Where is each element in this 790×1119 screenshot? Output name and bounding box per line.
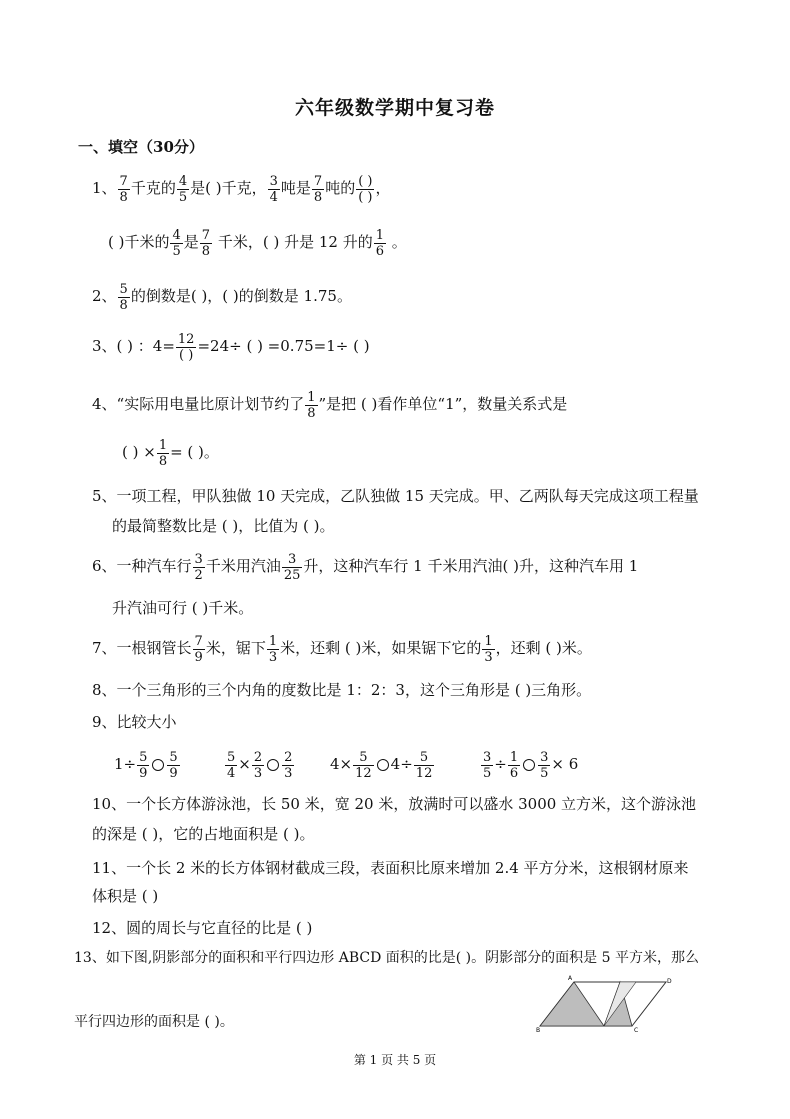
denominator: 9 <box>194 649 203 665</box>
numerator: 12 <box>177 331 195 347</box>
vertex-label-c: C <box>634 1027 639 1034</box>
compare-circle[interactable] <box>267 759 279 771</box>
vertex-label-a: A <box>568 975 573 982</box>
numerator: 7 <box>119 173 128 189</box>
text: 7、一根钢管长 <box>92 639 192 657</box>
fraction <box>374 228 386 259</box>
text: = ( )。 <box>170 443 219 461</box>
fraction <box>118 282 130 313</box>
comparison-2 <box>224 744 295 784</box>
numerator: 7 <box>194 633 203 649</box>
denominator: 9 <box>169 765 178 781</box>
q-number: 2、 <box>92 287 117 305</box>
text: 是 <box>183 233 199 251</box>
fraction <box>193 634 205 665</box>
vertex-label-d: D <box>667 978 672 985</box>
compare-circle[interactable] <box>377 759 389 771</box>
denominator: 8 <box>119 189 128 205</box>
question-8: 8、一个三角形的三个内角的度数比是 1：2：3，这个三角形是 ( )三角形。 <box>92 681 592 699</box>
question-12: 12、圆的周长与它直径的比是 ( ) <box>92 919 313 937</box>
denominator: 5 <box>172 243 181 259</box>
text: 是( )千克， <box>190 179 267 197</box>
numerator: ( ) <box>358 173 373 189</box>
denominator: ( ) <box>358 189 373 205</box>
question-3 <box>92 326 370 366</box>
page-title: 六年级数学期中复习卷 <box>294 97 495 119</box>
comparison-3 <box>330 744 435 784</box>
numerator: 3 <box>282 552 303 568</box>
fraction <box>118 174 130 205</box>
fraction <box>508 750 520 781</box>
question-5-line-2: 的最简整数比是 ( )，比值为 ( )。 <box>112 517 335 535</box>
fraction <box>356 174 374 205</box>
fraction <box>481 750 493 781</box>
denominator: 8 <box>201 243 211 259</box>
question-10-line-2: 的深是 ( )，它的占地面积是 ( )。 <box>92 825 315 843</box>
question-1-line-2 <box>108 222 407 262</box>
denominator: 4 <box>227 765 236 781</box>
question-4-line-2 <box>122 432 219 472</box>
fraction <box>538 750 550 781</box>
denominator: 3 <box>484 649 493 665</box>
numerator: 5 <box>227 749 236 765</box>
text: × <box>238 755 251 773</box>
fraction <box>312 174 324 205</box>
denominator: 3 <box>268 649 278 665</box>
numerator: 5 <box>353 750 374 766</box>
text: ，还剩 ( )米。 <box>495 639 592 657</box>
question-9-title: 9、比较大小 <box>92 713 177 731</box>
text: 千克的 <box>130 179 176 197</box>
shaded-triangle-1 <box>540 982 604 1026</box>
text: 升，这种汽车行 1 千米用汽油( )升，这种汽车用 1 <box>303 557 639 575</box>
numerator: 3 <box>269 173 278 189</box>
numerator: 2 <box>284 749 293 765</box>
denominator: ( ) <box>179 347 194 363</box>
fraction <box>252 750 264 781</box>
fraction <box>482 634 494 665</box>
question-13-line-1: 13、如下图,阴影部分的面积和平行四边形 ABCD 面积的比是( )。阴影部分的面积是 5 平方米，那么 <box>74 950 699 966</box>
denominator: 9 <box>139 765 148 781</box>
question-11-line-1: 11、一个长 2 米的长方体钢材截成三段，表面积比原来增加 2.4 平方分米，这根钢材原来 <box>92 859 689 877</box>
denominator: 8 <box>307 405 316 421</box>
question-10-line-1: 10、一个长方体游泳池，长 50 米，宽 20 米，放满时可以盛水 3000 立方米，这个游泳池 <box>92 795 697 813</box>
numerator: 1 <box>268 633 278 649</box>
numerator: 5 <box>169 749 178 765</box>
question-7 <box>92 628 592 668</box>
text: × 6 <box>551 755 579 773</box>
numerator: 3 <box>194 551 203 567</box>
parallelogram-figure <box>536 974 676 1034</box>
numerator: 1 <box>375 227 384 243</box>
question-4-line-1 <box>92 384 567 424</box>
numerator: 1 <box>307 389 316 405</box>
question-5-line-1: 5、一项工程，甲队独做 10 天完成，乙队独做 15 天完成。甲、乙两队每天完成这项工程量 <box>92 487 699 505</box>
text: 千米，( ) 升是 12 升的 <box>213 233 373 251</box>
denominator: 5 <box>178 189 188 205</box>
fraction <box>353 750 374 781</box>
text: 4× <box>330 755 353 773</box>
text: 吨的 <box>325 179 356 197</box>
denominator: 3 <box>284 765 293 781</box>
compare-circle[interactable] <box>523 759 535 771</box>
fraction <box>177 174 189 205</box>
numerator: 3 <box>540 749 549 765</box>
fraction <box>414 750 435 781</box>
numerator: 2 <box>253 749 263 765</box>
fraction <box>157 438 169 469</box>
numerator: 7 <box>313 173 323 189</box>
question-6-line-2: 升汽油可行 ( )千米。 <box>112 599 254 617</box>
denominator: 12 <box>355 765 372 781</box>
fraction <box>137 750 149 781</box>
numerator: 3 <box>483 749 492 765</box>
comparison-1 <box>114 744 181 784</box>
fraction <box>282 750 294 781</box>
text: 米，还剩 ( )米，如果锯下它的 <box>280 639 482 657</box>
comparison-4 <box>480 744 578 784</box>
numerator: 5 <box>139 749 148 765</box>
fraction <box>268 174 280 205</box>
numerator: 7 <box>201 227 211 243</box>
text: 4、“实际用电量比原计划节约了 <box>92 395 305 413</box>
numerator: 4 <box>172 227 181 243</box>
text: ”是把 ( )看作单位“1”，数量关系式是 <box>318 395 568 413</box>
text: 1÷ <box>114 755 137 773</box>
text: ÷ <box>494 755 507 773</box>
fraction <box>170 228 182 259</box>
fraction <box>200 228 212 259</box>
section-heading: 一、填空（30分） <box>78 138 204 156</box>
denominator: 8 <box>158 453 168 469</box>
denominator: 6 <box>509 765 519 781</box>
fraction <box>193 552 205 583</box>
numerator: 1 <box>484 633 493 649</box>
denominator: 6 <box>375 243 384 259</box>
text: 3、( ) ：4= <box>92 337 175 355</box>
page-footer: 第 1 页 共 5 页 <box>353 1053 437 1067</box>
text: ( )千米的 <box>108 233 170 251</box>
numerator: 5 <box>414 750 435 766</box>
text: 千米用汽油 <box>205 557 281 575</box>
fraction <box>176 332 197 363</box>
denominator: 12 <box>415 765 433 781</box>
denominator: 5 <box>483 765 492 781</box>
text: 的倒数是( )，( )的倒数是 1.75。 <box>130 287 352 305</box>
compare-circle[interactable] <box>152 759 164 771</box>
text: 4÷ <box>390 755 413 773</box>
text: 吨是 <box>280 179 311 197</box>
q-number: 1、 <box>92 179 117 197</box>
vertex-label-b: B <box>536 1027 541 1034</box>
text: 。 <box>386 233 407 251</box>
numerator: 5 <box>119 281 128 297</box>
denominator: 8 <box>313 189 323 205</box>
question-13-line-2: 平行四边形的面积是 ( )。 <box>74 1014 234 1030</box>
fraction <box>167 750 179 781</box>
question-6-line-1 <box>92 546 638 586</box>
denominator: 8 <box>119 297 128 313</box>
question-11-line-2: 体积是 ( ) <box>92 887 159 905</box>
denominator: 4 <box>269 189 278 205</box>
text: =24÷ ( ) =0.75=1÷ ( ) <box>197 337 370 355</box>
denominator: 3 <box>253 765 263 781</box>
fraction <box>225 750 237 781</box>
fraction <box>305 390 317 421</box>
numerator: 1 <box>158 437 168 453</box>
numerator: 1 <box>509 749 519 765</box>
question-1-line-1 <box>92 168 391 208</box>
numerator: 4 <box>178 173 188 189</box>
denominator: 5 <box>540 765 549 781</box>
fraction <box>267 634 279 665</box>
fraction <box>282 552 303 583</box>
question-2 <box>92 276 352 316</box>
text: ， <box>375 179 391 197</box>
text: ( ) × <box>122 443 156 461</box>
denominator: 25 <box>283 567 301 583</box>
denominator: 2 <box>194 567 203 583</box>
text: 米，锯下 <box>205 639 266 657</box>
text: 6、一种汽车行 <box>92 557 192 575</box>
